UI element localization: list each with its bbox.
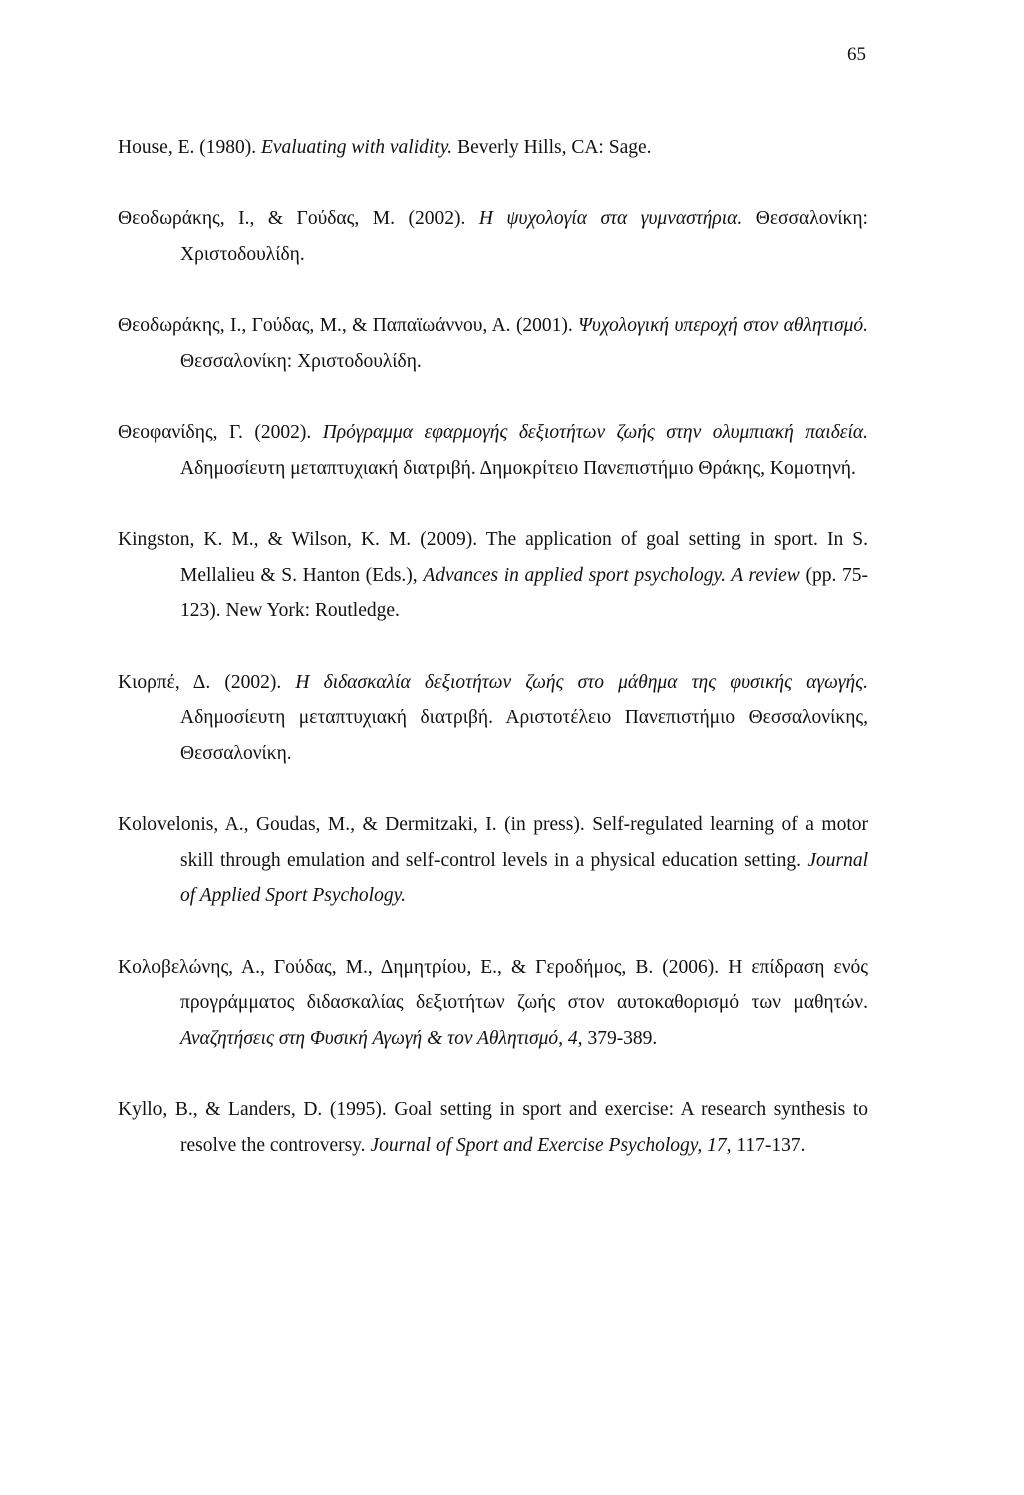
reference-entry: [118, 415, 868, 486]
reference-italic-text: Advances in applied sport psychology. A review: [423, 564, 800, 586]
reference-list: [118, 110, 868, 1199]
reference-text: Θεοφανίδης, Γ. (2002).: [118, 422, 323, 443]
reference-text: Κολοβελώνης, Α., Γούδας, Μ., Δημητρίου, Ε., & Γεροδήμος, Β. (2006). Η επίδραση ενός προγράμματος διδασκαλίας δεξιοτήτων ζωής στον αυτοκαθορισμό των μαθητών.: [118, 956, 868, 1013]
reference-entry: [118, 807, 868, 914]
reference-text: Kingston, K. M., & Wilson, K. M. (2009). The application of goal setting in sport. In S. Mellalieu & S. Hanton (Eds.),: [118, 529, 868, 586]
reference-entry: [118, 950, 868, 1057]
reference-italic-text: Αναζητήσεις στη Φυσική Αγωγή & τον Αθλητισμό, 4,: [180, 1027, 583, 1049]
reference-italic-text: Η διδασκαλία δεξιοτήτων ζωής στο μάθημα της φυσικής αγωγής.: [295, 671, 868, 693]
reference-entry: [118, 308, 868, 379]
reference-text: Beverly Hills, CA: Sage.: [452, 136, 652, 158]
reference-italic-text: Πρόγραμμα εφαρμογής δεξιοτήτων ζωής στην ολυμπιακή παιδεία.: [322, 422, 868, 443]
reference-text: Kolovelonis, A., Goudas, M., & Dermitzaki, I. (in press). Self-regulated learning of a motor skill through emulation and self-control levels in a physical education setting.: [118, 814, 868, 871]
reference-entry: [118, 130, 868, 166]
reference-text: Θεσσαλονίκη: Χριστοδουλίδη.: [180, 208, 868, 265]
reference-text: Θεσσαλονίκη: Χριστοδουλίδη.: [180, 350, 422, 372]
reference-text: (pp. 75-123). New York: Routledge.: [180, 564, 868, 621]
reference-text: Κιορπέ, Δ. (2002).: [118, 671, 296, 693]
reference-italic-text: Ψυχολογική υπεροχή στον αθλητισμό.: [578, 315, 868, 336]
reference-entry: [118, 1092, 868, 1163]
reference-text: Αδημοσίευτη μεταπτυχιακή διατριβή. Αριστοτέλειο Πανεπιστήμιο Θεσσαλονίκης, Θεσσαλονίκη.: [180, 707, 868, 764]
reference-italic-text: Journal of Sport and Exercise Psychology, 17,: [370, 1134, 732, 1156]
reference-text: Αδημοσίευτη μεταπτυχιακή διατριβή. Δημοκρίτειο Πανεπιστήμιο Θράκης, Κομοτηνή.: [180, 457, 856, 479]
reference-text: 117-137.: [731, 1134, 806, 1156]
reference-text: House, E. (1980).: [118, 136, 261, 158]
page-number: 65: [847, 44, 866, 65]
reference-text: Kyllo, B., & Landers, D. (1995). Goal setting in sport and exercise: A research synthesis to resolve the controversy.: [118, 1099, 868, 1156]
reference-entry: [118, 201, 868, 272]
reference-italic-text: Η ψυχολογία στα γυμναστήρια.: [478, 208, 743, 229]
reference-italic-text: Evaluating with validity.: [260, 136, 453, 158]
reference-italic-text: Journal of Applied Sport Psychology.: [180, 849, 868, 906]
reference-text: Θεοδωράκης, Ι., & Γούδας, Μ. (2002).: [118, 208, 479, 229]
reference-text: Θεοδωράκης, Ι., Γούδας, Μ., & Παπαϊωάννου, Α. (2001).: [118, 315, 579, 336]
reference-text: 379-389.: [582, 1027, 658, 1049]
reference-entry: [118, 522, 868, 629]
reference-entry: [118, 665, 868, 772]
